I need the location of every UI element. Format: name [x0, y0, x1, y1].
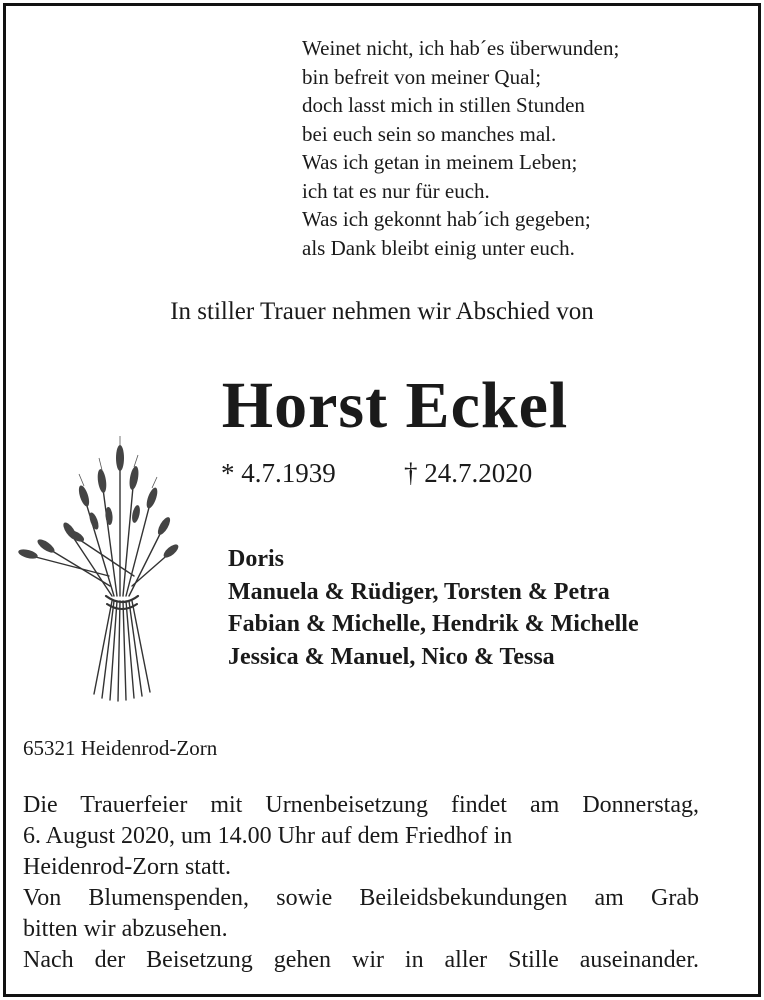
wheat-sheaf-icon	[14, 436, 179, 706]
poem-line: bin befreit von meiner Qual;	[302, 64, 542, 89]
poem-line: ich tat es nur für euch.	[302, 178, 490, 203]
poem-line: Weinet nicht, ich hab´es überwunden;	[302, 36, 620, 60]
details-line: Heidenrod-Zorn statt.	[23, 854, 231, 880]
poem-line: als Dank bleibt einig unter euch.	[302, 235, 575, 260]
poem-line: Was ich getan in meinem Leben;	[302, 150, 578, 174]
family-list	[228, 543, 639, 673]
family-line: Manuela & Rüdiger, Torsten & Petra	[228, 578, 610, 605]
deceased-name: Horst Eckel	[221, 369, 569, 442]
details-line: Die Trauerfeier mit Urnenbeisetzung findet am Donnerstag,	[23, 792, 699, 818]
details-line: Von Blumenspenden, sowie Beileidsbekundungen am Grab	[23, 885, 699, 911]
details-line: Nach der Beisetzung gehen wir in aller Stille auseinander.	[23, 947, 699, 973]
family-line: Doris	[228, 546, 284, 572]
funeral-details	[23, 790, 723, 976]
details-line: 6. August 2020, um 14.00 Uhr auf dem Friedhof in	[23, 823, 513, 849]
intro-text: In stiller Trauer nehmen wir Abschied von	[170, 298, 594, 325]
family-line: Fabian & Michelle, Hendrik & Michelle	[228, 611, 639, 637]
poem	[302, 34, 619, 262]
poem-line: Was ich gekonnt hab´ich gegeben;	[302, 207, 591, 231]
death-date: † 24.7.2020	[404, 458, 533, 488]
family-line: Jessica & Manuel, Nico & Tessa	[228, 643, 555, 670]
poem-line: doch lasst mich in stillen Stunden	[302, 93, 585, 117]
obituary-notice	[3, 3, 761, 997]
address: 65321 Heidenrod-Zorn	[23, 736, 218, 760]
poem-line: bei euch sein so manches mal.	[302, 121, 557, 146]
details-line: bitten wir abzusehen.	[23, 916, 228, 942]
birth-date: * 4.7.1939	[221, 458, 336, 488]
